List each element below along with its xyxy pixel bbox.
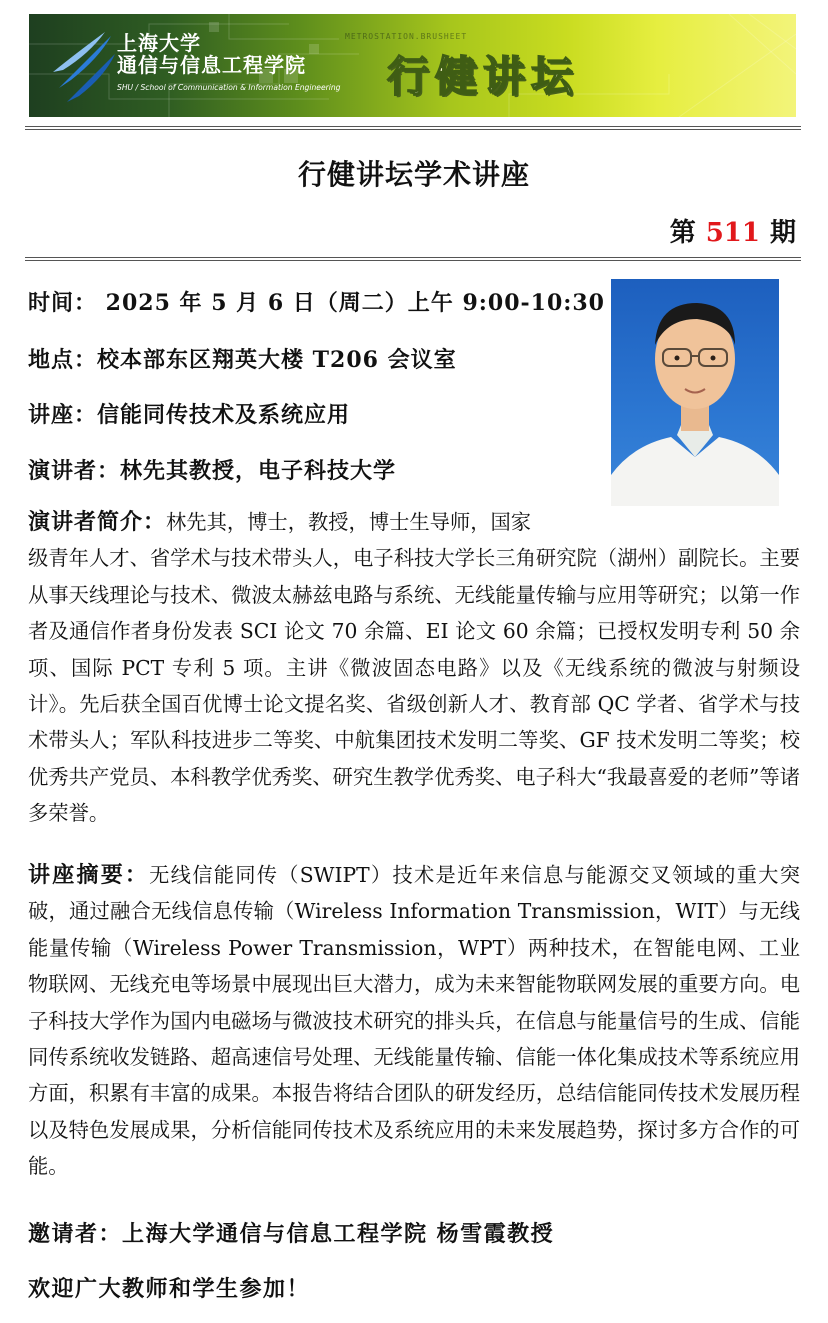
lecture-topic: 讲座：信能同传技术及系统应用 [28,402,351,428]
school-name-line1: 上海大学 [117,31,201,55]
page-title: 行健讲坛学术讲座 [297,158,530,191]
header-divider [25,257,801,261]
school-name-line2: 通信与信息工程学院 [117,53,306,77]
abstract-text: 无线信能同传（SWIPT）技术是近年来信息与能源交叉领域的重大突破，通过融合无线信息传输（Wireless Information Transmission，WIT）与无线能量传输（Wireless Power Transmission，WPT）两种技术，在智能电网、工业物联网、无线充电等场景中展现出巨大潜力，成为未来智能物联网发展的重要方向。电子科技大学作为国内电磁场与微波技术研究的排头兵，在信息与能量信号的生成、信能同传系统收发链路、超高速信号处理、无线能量传输、信能一体化集成技术等系统应用方面，积累有丰富的成果。本报告将结合团队的研发经历，总结信能同传技术发展历程以及特色发展成果，分析信能同传技术及系统应用的未来发展趋势，探讨多方合作的可能。 [28,863,800,1179]
speaker-bio-label: 演讲者简介： [28,509,167,535]
inviter: 邀请者：上海大学通信与信息工程学院 杨雪霞教授 [28,1221,555,1247]
issue-prefix: 第 [669,218,696,248]
issue-number [670,212,796,249]
abstract-label: 讲座摘要： [28,862,150,888]
issue-number-value: 511 [705,218,760,248]
lecture-speaker: 演讲者：林先其教授，电子科技大学 [28,458,397,484]
banner-watermark: METROSTATION.BRUSHEET [345,32,468,41]
welcome-message: 欢迎广大教师和学生参加！ [28,1276,311,1302]
issue-suffix: 期 [769,218,796,248]
lecture-place: 地点：校本部东区翔英大楼 T206 会议室 [28,347,457,373]
speaker-photo [611,279,779,506]
header-banner [29,14,796,117]
lecture-time: 时间： 2025 年 5 月 6 日（周二）上午 9:00-10:30 [28,290,605,316]
speaker-portrait-image [611,279,779,506]
forum-logo-text: 行健讲坛 [387,52,580,101]
university-logo-icon [49,28,119,104]
lecture-abstract [28,857,800,1185]
speaker-bio-first-line: 林先其，博士，教授，博士生导师，国家 [166,510,532,534]
top-divider [25,126,801,130]
speaker-bio-text: 级青年人才、省学术与技术带头人，电子科技大学长三角研究院（湖州）副院长。主要从事天线理论与技术、微波太赫兹电路与系统、无线能量传输与应用等研究；以第一作者及通信作者身份发表 SCI 论文 70 余篇、EI 论文 60 余篇；已授权发明专利 50 余项、国际 PCT 专利 5 项。主讲《微波固态电路》以及《无线系统的微波与射频设计》。先后获全国百优博士论文提名奖、省级创新人才、教育部 QC 学者、省学术与技术带头人；军队科技进步二等奖、中航集团技术发明二等奖、GF 技术发明二等奖；校优秀共产党员、本科教学优秀奖、研究生教学优秀奖、电子科大“我最喜爱的老师”等诸多荣誉。 [28,546,800,826]
school-name-cn [117,32,306,76]
speaker-bio [28,504,800,832]
school-name-en: SHU / School of Communication & Information Engineering [117,83,341,92]
